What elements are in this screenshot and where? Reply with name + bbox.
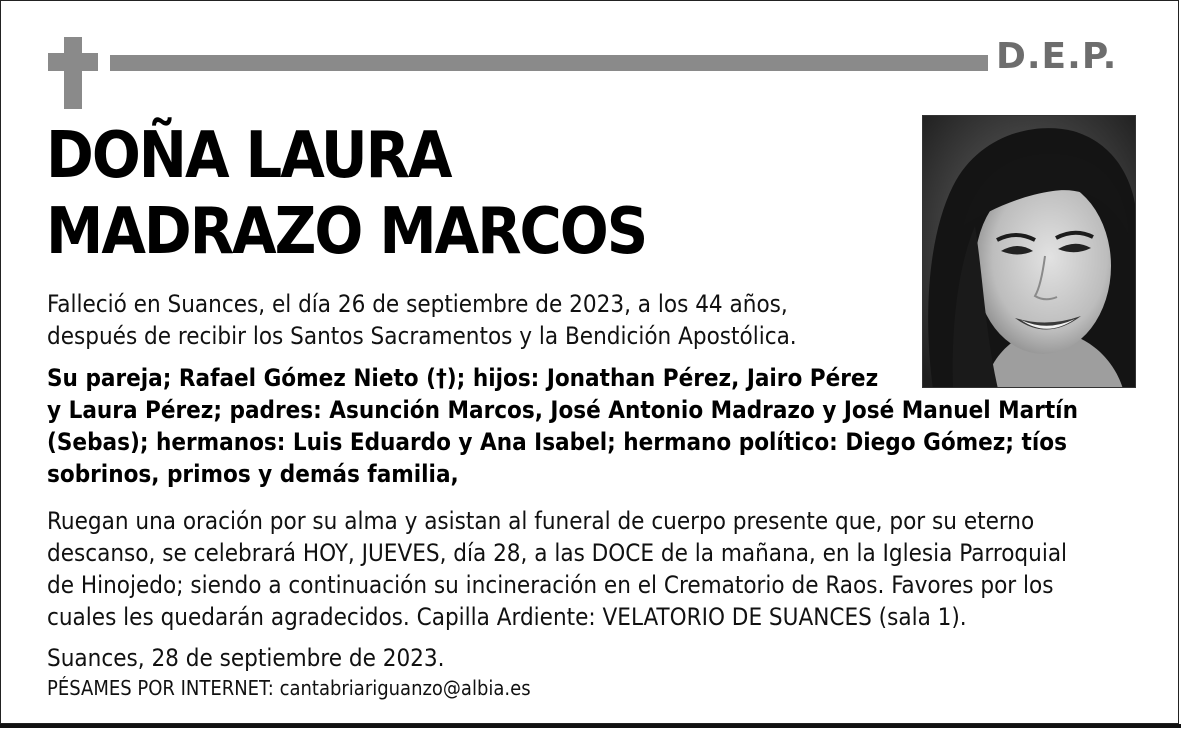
name-line-1: DOÑA LAURA <box>46 119 451 193</box>
dep-label: D.E.P. <box>996 36 1118 77</box>
family-line-2: y Laura Pérez; padres: Asunción Marcos, José Antonio Madrazo y José Manuel Martín <box>47 396 1078 424</box>
name-line-2: MADRAZO MARCOS <box>46 195 647 269</box>
death-notice-line-1: Falleció en Suances, el día 26 de septiembre de 2023, a los 44 años, <box>47 290 788 318</box>
funeral-line-4: cuales les quedarán agradecidos. Capilla Ardiente: VELATORIO DE SUANCES (sala 1). <box>47 603 967 631</box>
funeral-line-1: Ruegan una oración por su alma y asistan al funeral de cuerpo presente que, por su eterno <box>47 507 1035 535</box>
portrait-image <box>923 116 1136 388</box>
family-text <box>47 362 1078 490</box>
condolences-text: PÉSAMES POR INTERNET: cantabriariguanzo@albia.es <box>47 676 531 700</box>
funeral-line-2: descanso, se celebrará HOY, JUEVES, día 28, a las DOCE de la mañana, en la Iglesia Parroquial <box>47 539 1068 567</box>
place-date <box>47 642 445 674</box>
family-line-1: Su pareja; Rafael Gómez Nieto (†); hijos: Jonathan Pérez, Jairo Pérez <box>47 364 879 392</box>
death-notice-line-2: después de recibir los Santos Sacramentos y la Bendición Apostólica. <box>47 322 797 350</box>
header-rule <box>110 55 988 71</box>
place-date-text: Suances, 28 de septiembre de 2023. <box>47 644 445 672</box>
death-notice-text <box>47 288 797 352</box>
bottom-rule <box>0 724 1181 728</box>
deceased-name <box>46 118 646 270</box>
condolences <box>47 675 531 701</box>
family-line-4: sobrinos, primos y demás familia, <box>47 460 459 488</box>
funeral-text <box>47 505 1067 633</box>
family-line-3: (Sebas); hermanos: Luis Eduardo y Ana Isabel; hermano político: Diego Gómez; tíos <box>47 428 1067 456</box>
funeral-line-3: de Hinojedo; siendo a continuación su incineración en el Crematorio de Raos. Favores por los <box>47 571 1054 599</box>
portrait-photo <box>922 115 1136 388</box>
